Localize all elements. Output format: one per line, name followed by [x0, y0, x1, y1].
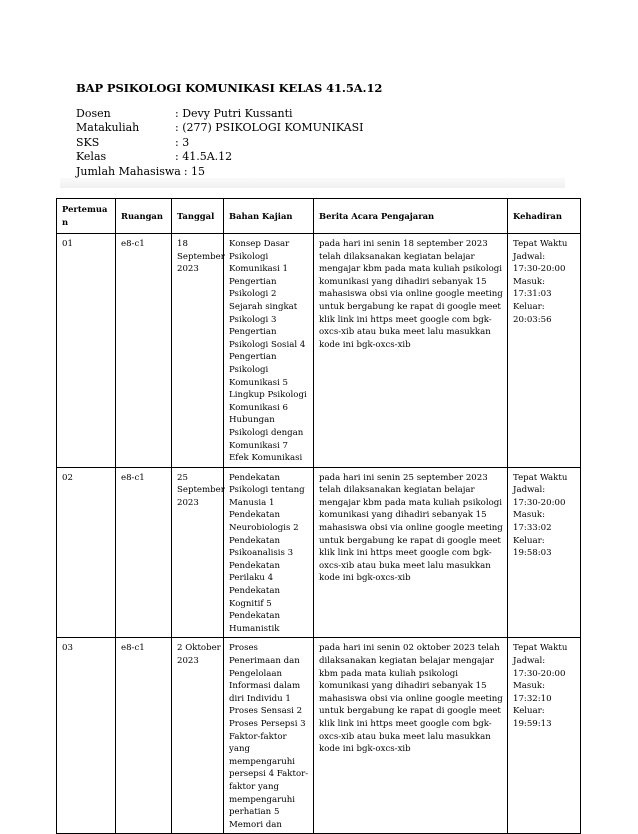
meta-row-kelas	[76, 150, 364, 164]
cell-bahan-kajian-line: Pendekatan	[229, 560, 281, 571]
cell-kehadiran	[508, 638, 581, 834]
meta-value: : Devy Putri Kussanti	[175, 107, 293, 120]
cell-kehadiran-line: 19:58:03	[513, 548, 552, 559]
cell-kehadiran	[508, 234, 581, 468]
meta-label: SKS	[76, 135, 100, 149]
cell-kehadiran-line: Tepat Waktu	[513, 472, 568, 483]
meta-label: Dosen	[76, 107, 111, 120]
header-pertemuan: Pertemuan	[57, 199, 116, 234]
cell-berita-acara-line: klik link ini https meet google com bgk-	[319, 548, 492, 559]
cell-pertemuan: 01	[57, 234, 116, 468]
cell-bahan-kajian-line: Psikologi dengan	[229, 427, 304, 438]
cell-bahan-kajian-line: Pengelolaan	[229, 668, 283, 679]
cell-kehadiran	[508, 467, 581, 638]
cell-berita-acara	[314, 638, 508, 834]
cell-bahan-kajian-line: Sejarah singkat	[229, 301, 298, 312]
cell-bahan-kajian-line: Pengertian	[229, 276, 277, 287]
header-tanggal: Tanggal	[172, 199, 224, 234]
cell-bahan-kajian-line: Perilaku 4	[229, 573, 274, 584]
meta-label: Matakuliah	[76, 121, 140, 135]
cell-berita-acara-line: oxcs-xib atau buka meet lalu masukkan	[319, 731, 491, 742]
cell-bahan-kajian-line: Pendekatan	[229, 472, 281, 483]
cell-berita-acara-line: mengajar kbm pada mata kuliah psikologi	[319, 264, 503, 275]
cell-berita-acara-line: mengajar kbm pada mata kuliah psikologi	[319, 497, 503, 508]
cell-kehadiran-line: 17:33:02	[513, 523, 552, 534]
cell-bahan-kajian-line: Komunikasi 6	[229, 402, 289, 413]
cell-bahan-kajian-line: Komunikasi 5	[229, 377, 289, 388]
header-ruangan: Ruangan	[116, 199, 172, 234]
cell-kehadiran-line: Masuk:	[513, 681, 545, 692]
cell-berita-acara-line: telah dilaksanakan kegiatan belajar	[319, 251, 475, 262]
meta-value: : 41.5A.12	[175, 150, 233, 164]
cell-kehadiran-line: 17:31:03	[513, 289, 552, 300]
cell-kehadiran-line: Keluar:	[513, 301, 545, 312]
cell-bahan-kajian-line: Pendekatan	[229, 611, 281, 622]
meta-label: Kelas	[76, 150, 107, 164]
cell-bahan-kajian-line: Proses	[229, 643, 258, 654]
cell-kehadiran-line: Jadwal:	[513, 251, 546, 262]
meta-value: : (277) PSIKOLOGI KOMUNIKASI	[175, 121, 364, 135]
cell-tanggal	[172, 638, 224, 834]
meta-row-jumlah-mahasiswa	[76, 165, 364, 179]
cell-berita-acara-line: kode ini bgk-oxcs-xib	[319, 744, 411, 755]
cell-berita-acara-line: mahasiswa obsi via online google meeting	[319, 693, 503, 704]
cell-berita-acara-line: mahasiswa obsi via online google meeting	[319, 523, 503, 534]
cell-berita-acara-line: telah dilaksanakan kegiatan belajar	[319, 485, 475, 496]
cell-berita-acara-line: komunikasi yang dihadiri sebanyak 15	[319, 681, 487, 692]
cell-kehadiran-line: 20:03:56	[513, 314, 552, 325]
table-row	[57, 234, 581, 468]
cell-bahan-kajian-line: Pendekatan	[229, 510, 281, 521]
cell-tanggal-line: September	[177, 485, 225, 496]
cell-tanggal	[172, 234, 224, 468]
cell-kehadiran-line: Jadwal:	[513, 485, 546, 496]
meta-value: : 15	[183, 164, 206, 178]
table-row	[57, 638, 581, 834]
cell-bahan-kajian-line: Penerimaan dan	[229, 656, 300, 666]
cell-bahan-kajian-line: Hubungan	[229, 415, 275, 426]
cell-bahan-kajian-line: Memori dan	[229, 819, 282, 830]
cell-bahan-kajian-line: Psikologi 3	[229, 314, 277, 325]
cell-tanggal-line: 2023	[177, 264, 199, 275]
cell-kehadiran-line: 17:30-20:00	[513, 264, 566, 275]
cell-berita-acara-line: komunikasi yang dihadiri sebanyak 15	[319, 276, 487, 287]
cell-kehadiran-line: 17:30-20:00	[513, 668, 566, 679]
cell-berita-acara-line: kode ini bgk-oxcs-xib	[319, 573, 411, 584]
cell-bahan-kajian-line: Komunikasi 1	[229, 264, 289, 275]
cell-berita-acara-line: kbm pada mata kuliah psikologi	[319, 668, 458, 679]
cell-tanggal-line: 18	[177, 239, 188, 249]
cell-pertemuan: 02	[57, 467, 116, 638]
cell-bahan-kajian-line: Psikologi tentang	[229, 485, 305, 496]
cell-bahan-kajian-line: Pengertian	[229, 352, 277, 363]
cell-bahan-kajian-line: Psikologi Sosial 4	[229, 339, 306, 350]
cell-bahan-kajian-line: faktor yang	[229, 781, 279, 792]
cell-bahan-kajian-line: Neurobiologis 2	[229, 523, 299, 534]
cell-berita-acara-line: mahasiswa obsi via online google meeting	[319, 289, 503, 300]
cell-berita-acara-line: pada hari ini senin 25 september 2023	[319, 472, 488, 483]
faded-divider	[60, 178, 565, 188]
cell-berita-acara-line: oxcs-xib atau buka meet lalu masukkan	[319, 327, 491, 338]
cell-bahan-kajian-line: Proses Sensasi 2	[229, 706, 303, 717]
meta-row-sks	[76, 136, 364, 150]
cell-ruangan: e8-c1	[116, 638, 172, 834]
header-berita-acara: Berita Acara Pengajaran	[314, 199, 508, 234]
cell-bahan-kajian-line: Pendekatan	[229, 535, 281, 546]
cell-kehadiran-line: Masuk:	[513, 510, 545, 521]
cell-kehadiran-line: Jadwal:	[513, 656, 546, 666]
cell-berita-acara-line: oxcs-xib atau buka meet lalu masukkan	[319, 560, 491, 571]
cell-berita-acara-line: kode ini bgk-oxcs-xib	[319, 339, 411, 350]
cell-tanggal	[172, 467, 224, 638]
cell-tanggal-line: 2023	[177, 497, 199, 508]
cell-berita-acara-line: pada hari ini senin 02 oktober 2023 telah	[319, 643, 500, 654]
cell-berita-acara	[314, 467, 508, 638]
cell-bahan-kajian-line: yang	[229, 744, 251, 755]
cell-kehadiran-line: Tepat Waktu	[513, 239, 568, 249]
cell-bahan-kajian-line: Psikologi 2	[229, 289, 277, 300]
cell-tanggal-line: 2023	[177, 656, 199, 666]
cell-bahan-kajian	[224, 234, 314, 468]
bap-table	[56, 198, 581, 834]
cell-berita-acara-line: untuk bergabung ke rapat di google meet	[319, 535, 501, 546]
cell-bahan-kajian-line: Konsep Dasar	[229, 239, 290, 249]
table-row	[57, 467, 581, 638]
cell-berita-acara-line: klik link ini https meet google com bgk-	[319, 718, 492, 729]
cell-berita-acara-line: dilaksanakan kegiatan belajar mengajar	[319, 656, 495, 666]
cell-bahan-kajian-line: mempengaruhi	[229, 756, 296, 767]
cell-kehadiran-line: 17:30-20:00	[513, 497, 566, 508]
cell-bahan-kajian-line: Kognitif 5	[229, 598, 272, 609]
cell-berita-acara-line: komunikasi yang dihadiri sebanyak 15	[319, 510, 487, 521]
cell-bahan-kajian-line: Psikologi	[229, 251, 269, 262]
cell-bahan-kajian-line: Psikologi	[229, 364, 269, 375]
cell-kehadiran-line: Tepat Waktu	[513, 643, 568, 654]
cell-ruangan: e8-c1	[116, 234, 172, 468]
cell-bahan-kajian-line: Humanistik	[229, 623, 280, 634]
cell-ruangan: e8-c1	[116, 467, 172, 638]
cell-berita-acara	[314, 234, 508, 468]
cell-bahan-kajian-line: Pendekatan	[229, 586, 281, 597]
course-info	[76, 107, 364, 179]
cell-tanggal-line: 25	[177, 472, 188, 483]
meta-row-matakuliah	[76, 121, 364, 135]
cell-berita-acara-line: untuk bergabung ke rapat di google meet	[319, 301, 501, 312]
cell-berita-acara-line: pada hari ini senin 18 september 2023	[319, 239, 488, 249]
meta-label: Jumlah Mahasiswa	[76, 164, 181, 178]
cell-bahan-kajian-line: mempengaruhi	[229, 794, 296, 805]
cell-kehadiran-line: Keluar:	[513, 535, 545, 546]
document-title: BAP PSIKOLOGI KOMUNIKASI KELAS 41.5A.12	[76, 81, 383, 95]
cell-bahan-kajian	[224, 638, 314, 834]
cell-bahan-kajian-line: Proses Persepsi 3	[229, 718, 306, 729]
table-header-row	[57, 199, 581, 234]
cell-kehadiran-line: Masuk:	[513, 276, 545, 287]
cell-tanggal-line: September	[177, 251, 225, 262]
cell-bahan-kajian-line: Manusia 1	[229, 497, 275, 508]
cell-kehadiran-line: 19:59:13	[513, 718, 552, 729]
header-bahan-kajian: Bahan Kajian	[224, 199, 314, 234]
cell-bahan-kajian-line: Pengertian	[229, 327, 277, 338]
cell-pertemuan: 03	[57, 638, 116, 834]
cell-bahan-kajian-line: Lingkup Psikologi	[229, 390, 307, 401]
meta-value: : 3	[175, 135, 190, 149]
cell-bahan-kajian-line: Faktor-faktor	[229, 731, 287, 742]
cell-tanggal-line: 2 Oktober	[177, 643, 221, 654]
meta-row-dosen	[76, 107, 364, 121]
cell-bahan-kajian-line: Informasi dalam	[229, 681, 301, 692]
cell-bahan-kajian-line: Efek Komunikasi	[229, 453, 303, 464]
cell-bahan-kajian	[224, 467, 314, 638]
cell-bahan-kajian-line: Komunikasi 7	[229, 440, 289, 451]
cell-bahan-kajian-line: perhatian 5	[229, 807, 280, 818]
cell-bahan-kajian-line: persepsi 4 Faktor-	[229, 769, 309, 780]
header-kehadiran: Kehadiran	[508, 199, 581, 234]
cell-berita-acara-line: untuk bergabung ke rapat di google meet	[319, 706, 501, 717]
cell-berita-acara-line: klik link ini https meet google com bgk-	[319, 314, 492, 325]
cell-bahan-kajian-line: diri Individu 1	[229, 693, 291, 704]
cell-kehadiran-line: Keluar:	[513, 706, 545, 717]
cell-kehadiran-line: 17:32:10	[513, 693, 552, 704]
cell-bahan-kajian-line: Psikoanalisis 3	[229, 548, 294, 559]
